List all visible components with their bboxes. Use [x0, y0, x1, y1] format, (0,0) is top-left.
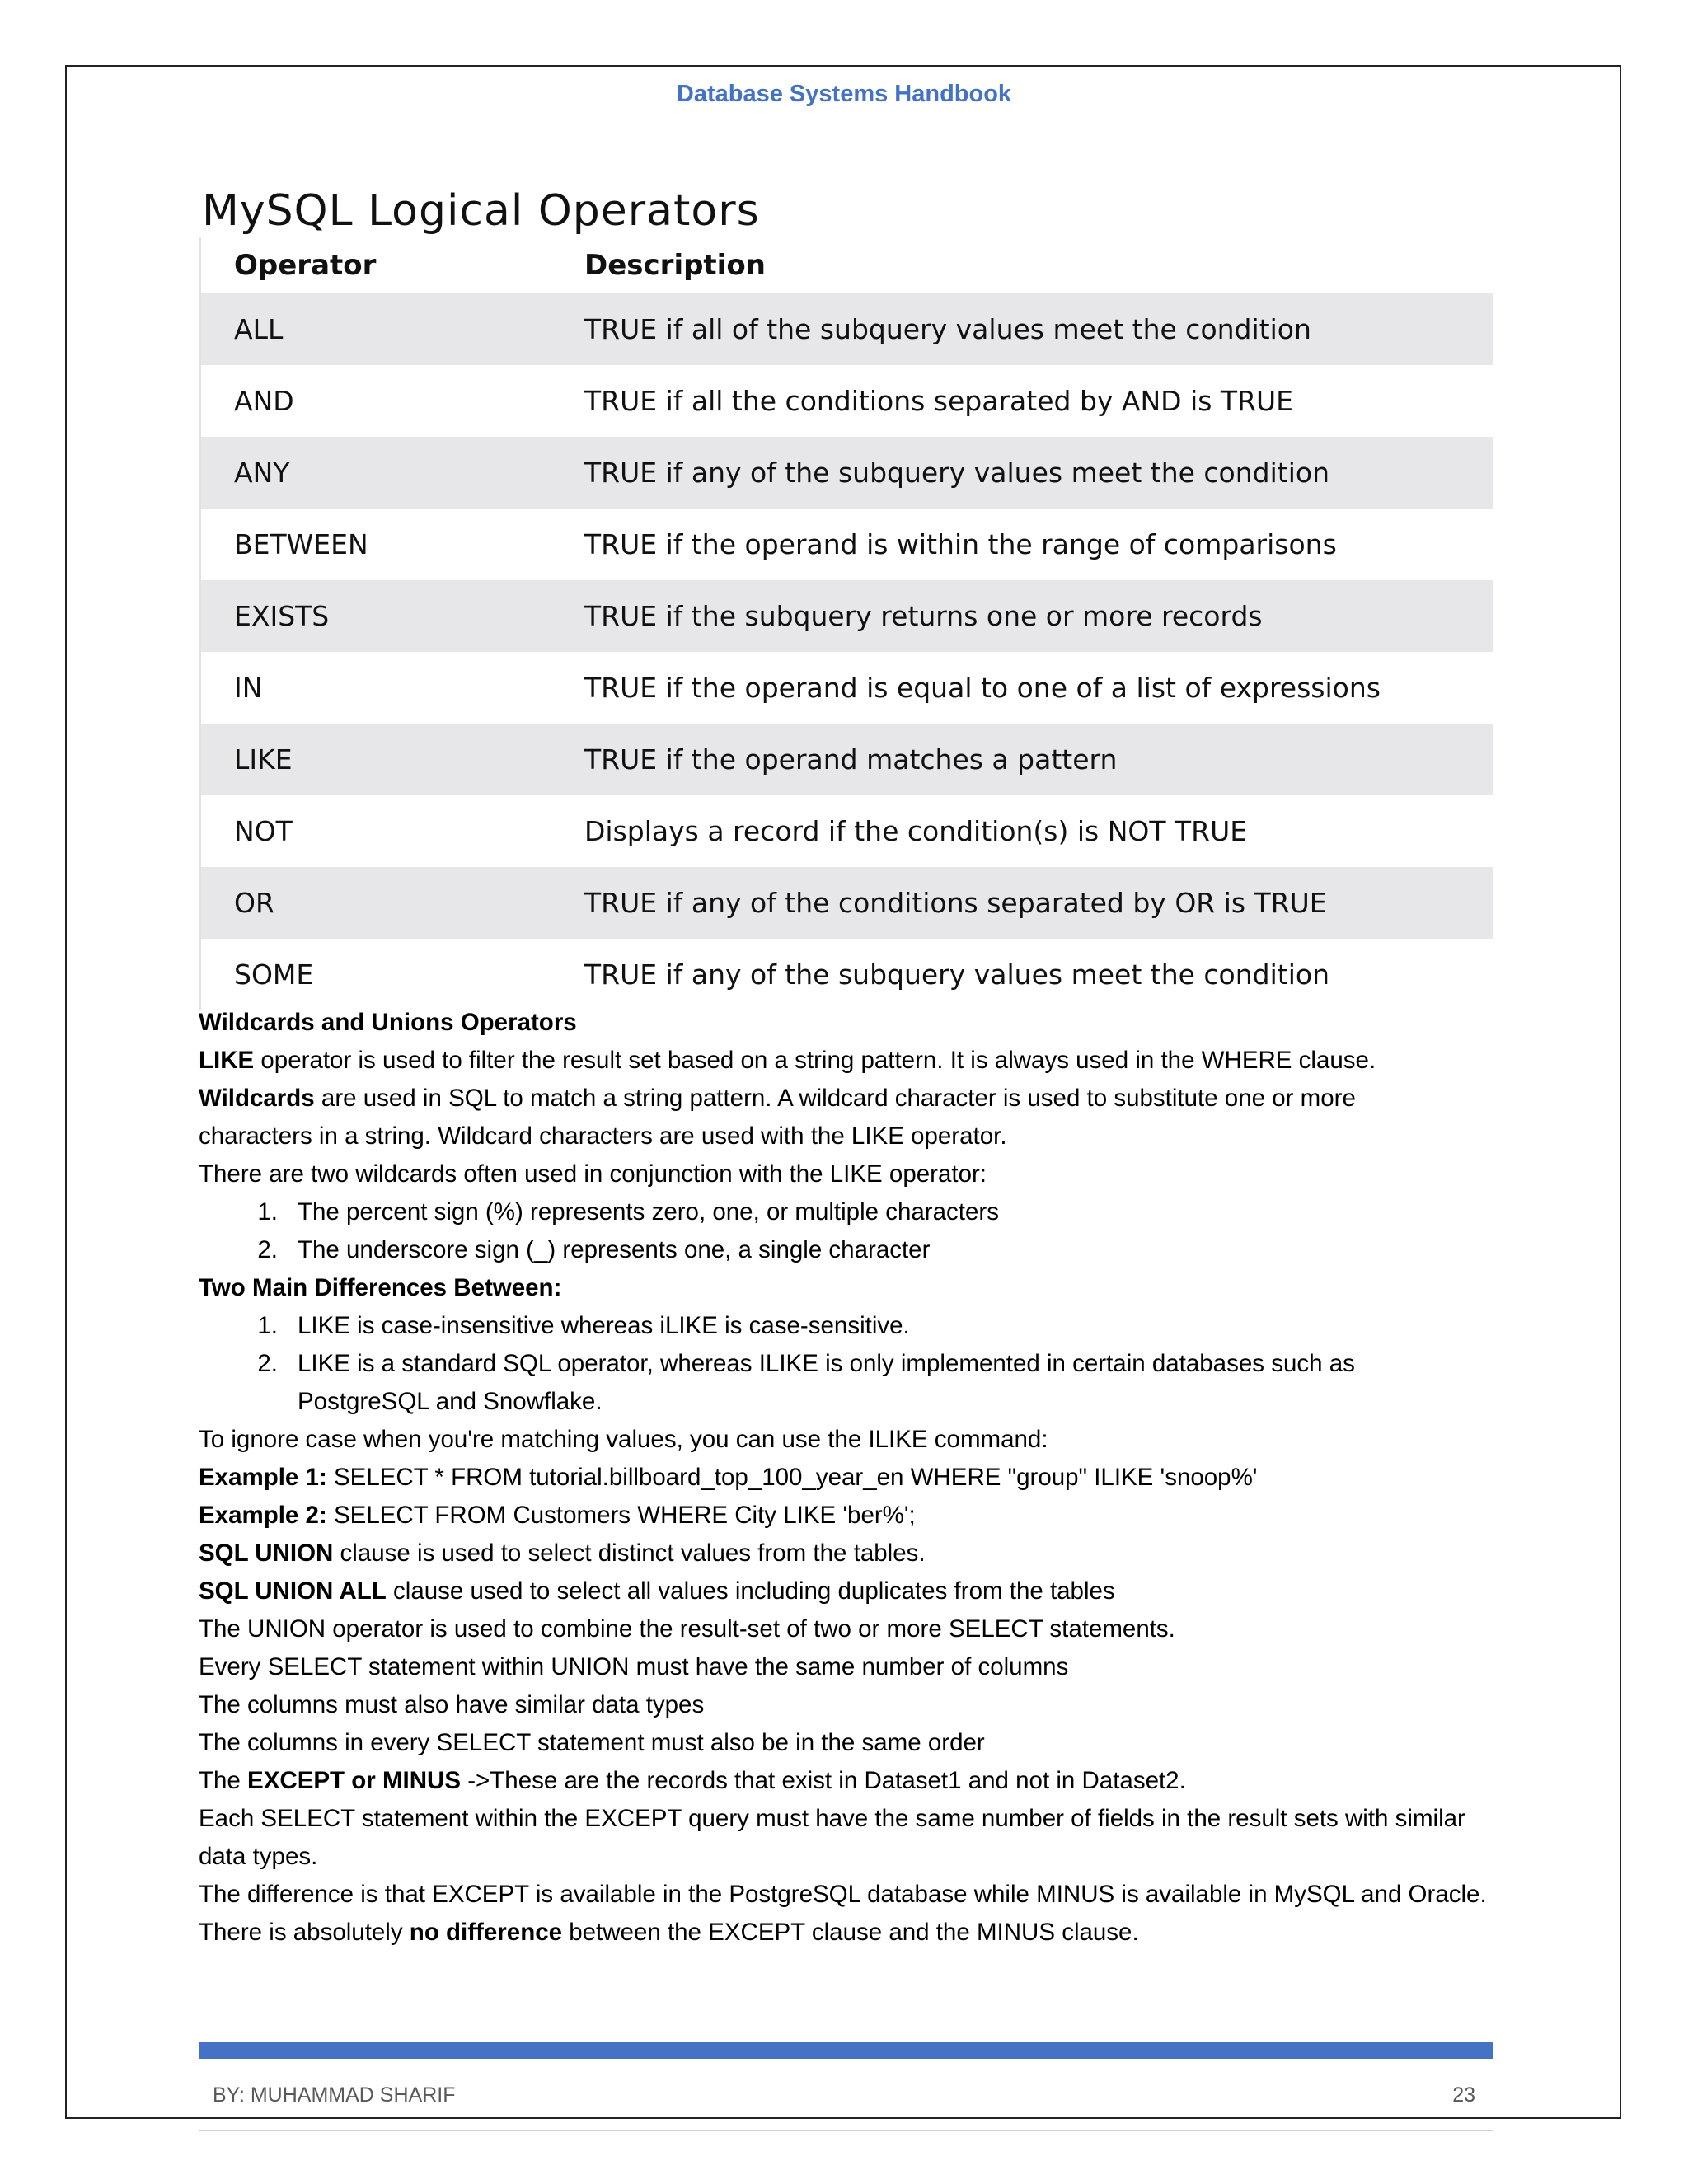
- list-item: 2. LIKE is a standard SQL operator, whereas ILIKE is only implemented in certain databases such as PostgreSQL and Snowflake.: [257, 1350, 1355, 1415]
- list-item: 1. LIKE is case-insensitive whereas iLIKE is case-sensitive.: [257, 1312, 910, 1339]
- description-cell: TRUE if any of the conditions separated by OR is TRUE: [584, 887, 1327, 919]
- example-line: Example 1: SELECT * FROM tutorial.billboard_top_100_year_en WHERE "group" ILIKE 'snoop%': [199, 1464, 1258, 1491]
- paragraph: SQL UNION clause is used to select distinct values from the tables.: [199, 1540, 926, 1567]
- paragraph: Wildcards are used in SQL to match a string pattern. A wildcard character is used to substitute one or more: [199, 1085, 1356, 1112]
- table-row: [201, 939, 1493, 1010]
- description-cell: TRUE if the subquery returns one or more records: [584, 600, 1263, 632]
- description-cell: Displays a record if the condition(s) is NOT TRUE: [584, 815, 1248, 847]
- list-item: 1. The percent sign (%) represents zero, one, or multiple characters: [257, 1198, 999, 1226]
- paragraph: The difference is that EXCEPT is available in the PostgreSQL database while MINUS is available in MySQL and Oracle.: [199, 1881, 1487, 1908]
- footer-author: BY: MUHAMMAD SHARIF: [213, 2083, 456, 2107]
- page-number: 23: [1452, 2083, 1475, 2107]
- table-row: [201, 652, 1493, 724]
- description-cell: TRUE if all the conditions separated by AND is TRUE: [584, 385, 1294, 417]
- paragraph: data types.: [199, 1843, 318, 1870]
- operator-cell: ANY: [234, 457, 290, 489]
- table-row: [201, 509, 1493, 580]
- description-cell: TRUE if any of the subquery values meet the condition: [584, 457, 1329, 489]
- paragraph: The EXCEPT or MINUS ->These are the records that exist in Dataset1 and not in Dataset2.: [199, 1767, 1186, 1794]
- page-header-title: Database Systems Handbook: [676, 81, 1012, 107]
- paragraph: LIKE operator is used to filter the result set based on a string pattern. It is always used in the WHERE clause.: [199, 1047, 1376, 1074]
- table-title: MySQL Logical Operators: [202, 186, 760, 236]
- body-text: [199, 1004, 1501, 1952]
- paragraph: Every SELECT statement within UNION must have the same number of columns: [199, 1653, 1069, 1680]
- operator-cell: SOME: [234, 958, 314, 991]
- section-heading: Wildcards and Unions Operators: [199, 1009, 577, 1036]
- paragraph: To ignore case when you're matching values, you can use the ILIKE command:: [199, 1426, 1048, 1453]
- operator-cell: OR: [234, 887, 274, 919]
- description-cell: TRUE if the operand is equal to one of a list of expressions: [584, 672, 1381, 704]
- table-row: [201, 724, 1493, 795]
- operator-cell: BETWEEN: [234, 528, 368, 560]
- subheading: Two Main Differences Between:: [199, 1274, 562, 1301]
- operators-table: [199, 237, 1493, 1010]
- example-line: Example 2: SELECT FROM Customers WHERE City LIKE 'ber%';: [199, 1502, 916, 1529]
- paragraph: characters in a string. Wildcard characters are used with the LIKE operator.: [199, 1122, 1007, 1150]
- table-row: [201, 867, 1493, 939]
- paragraph: The columns must also have similar data types: [199, 1691, 705, 1718]
- description-cell: TRUE if the operand is within the range of comparisons: [584, 528, 1337, 560]
- table-row: [201, 580, 1493, 652]
- paragraph: The UNION operator is used to combine the result-set of two or more SELECT statements.: [199, 1615, 1175, 1643]
- table-row: [201, 365, 1493, 437]
- paragraph: SQL UNION ALL clause used to select all values including duplicates from the tables: [199, 1577, 1115, 1605]
- operator-cell: IN: [234, 672, 263, 704]
- description-cell: TRUE if all of the subquery values meet the condition: [584, 313, 1311, 345]
- paragraph: The columns in every SELECT statement must also be in the same order: [199, 1729, 985, 1756]
- column-header-operator: Operator: [234, 249, 377, 282]
- description-cell: TRUE if the operand matches a pattern: [584, 743, 1118, 776]
- operator-cell: NOT: [234, 815, 293, 847]
- footer-divider: [199, 2130, 1493, 2131]
- paragraph: There are two wildcards often used in conjunction with the LIKE operator:: [199, 1160, 987, 1188]
- table-row: [201, 795, 1493, 867]
- operator-cell: EXISTS: [234, 600, 330, 632]
- paragraph: There is absolutely no difference between the EXCEPT clause and the MINUS clause.: [199, 1919, 1139, 1946]
- footer-bar: [199, 2042, 1493, 2059]
- table-header-row: [201, 237, 1493, 293]
- table-row: [201, 293, 1493, 365]
- table-row: [201, 437, 1493, 509]
- operator-cell: AND: [234, 385, 294, 417]
- operator-cell: ALL: [234, 313, 284, 345]
- operator-cell: LIKE: [234, 743, 293, 776]
- list-item: 2. The underscore sign (_) represents one, a single character: [257, 1236, 931, 1263]
- description-cell: TRUE if any of the subquery values meet the condition: [584, 958, 1329, 991]
- column-header-description: Description: [584, 249, 766, 282]
- paragraph: Each SELECT statement within the EXCEPT query must have the same number of fields in the result sets with similar: [199, 1805, 1465, 1832]
